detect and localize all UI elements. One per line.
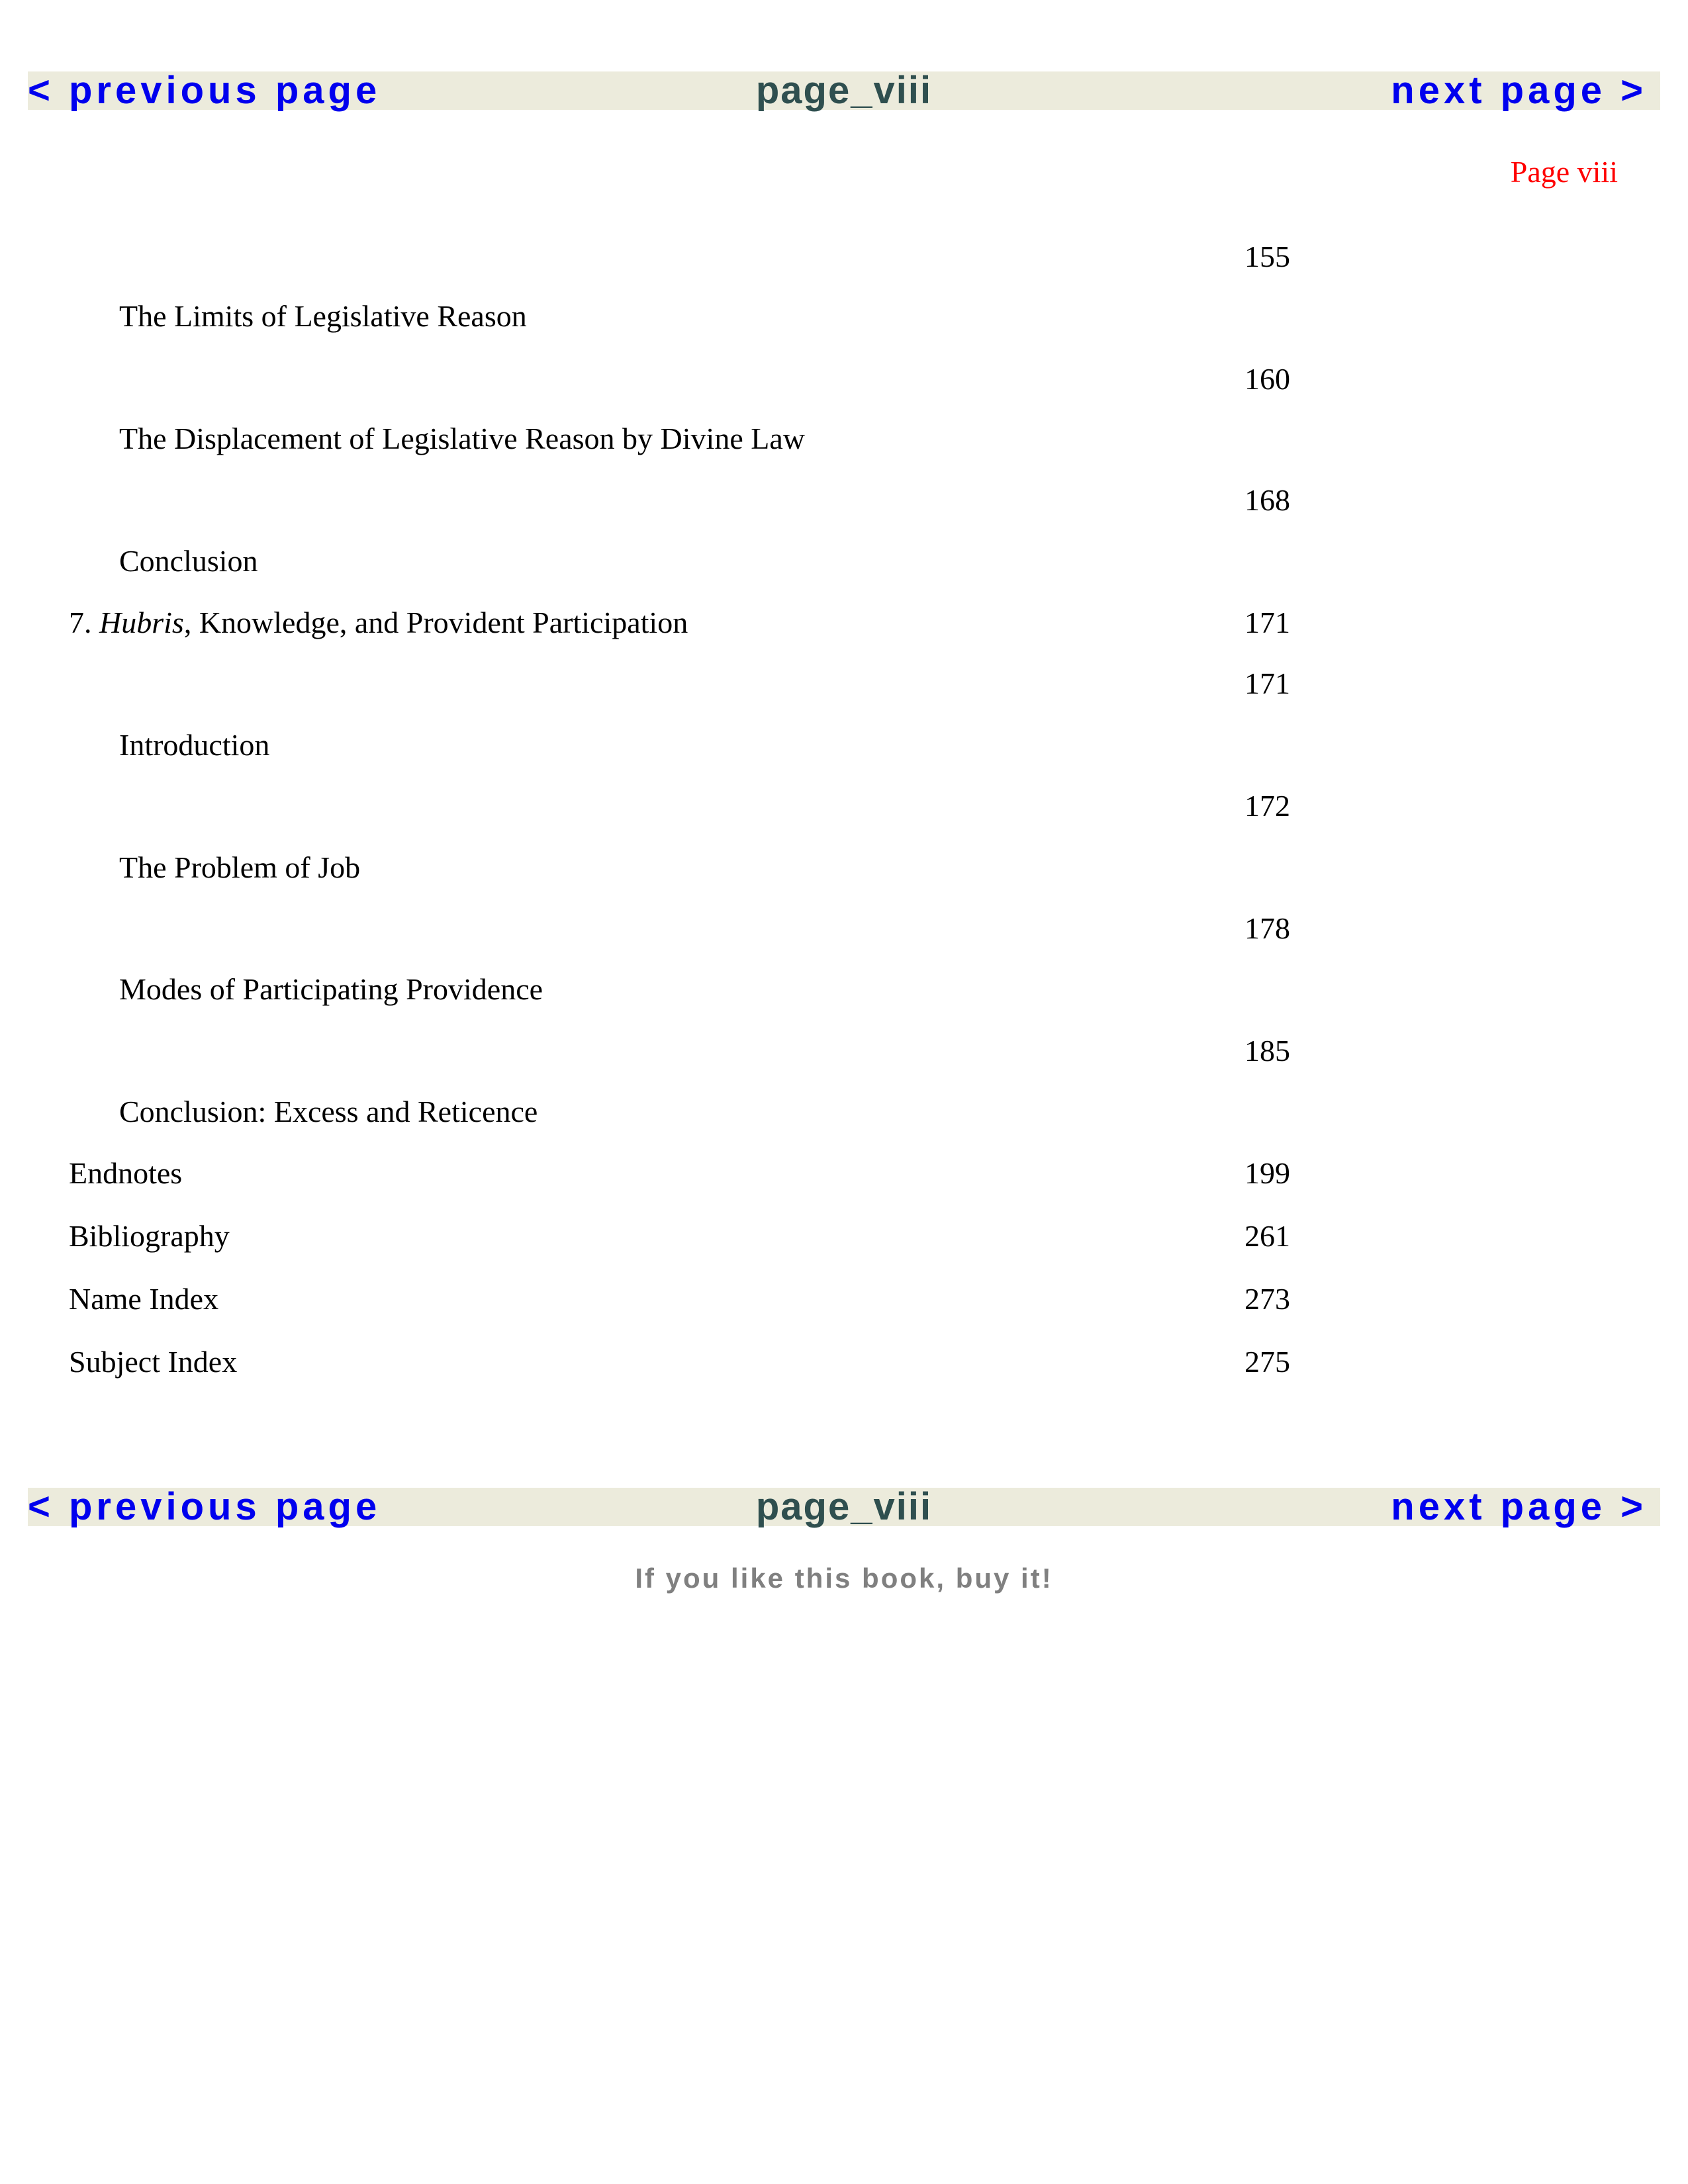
toc-page-number: 171 [1244,606,1290,639]
page-number-label: Page viii [1510,155,1618,189]
chapter-number: 7. [69,606,99,639]
toc-row [0,1093,1688,1130]
toc-row [0,727,1688,764]
current-page-indicator: page_viii [755,69,933,112]
next-page-link[interactable]: next page > [1391,69,1647,112]
toc-entry-title: The Problem of Job [119,850,361,884]
toc-page-number: 160 [1244,362,1290,396]
toc-entry-title: Conclusion [119,544,258,578]
toc-entry-title: Modes of Participating Providence [119,972,543,1006]
buy-book-note: If you like this book, buy it! [635,1563,1053,1594]
toc-row [0,604,1688,641]
toc-entry-title: Conclusion: Excess and Reticence [119,1095,538,1128]
toc-row [0,298,1688,335]
next-page-link[interactable]: next page > [1391,1485,1647,1528]
toc-page-number: 168 [1244,483,1290,517]
toc-row [0,420,1688,457]
toc-row [0,849,1688,886]
toc-entry-title: Name Index [69,1282,219,1316]
toc-row [0,1281,1688,1318]
top-navigation-bar [28,71,1660,110]
toc-page-number: 273 [1244,1282,1290,1316]
toc-page-number: 275 [1244,1345,1290,1379]
toc-row [0,238,1688,275]
toc-row [0,543,1688,580]
toc-page-number: 178 [1244,911,1290,945]
toc-chapter-title [69,604,688,641]
toc-page-number: 171 [1244,666,1290,700]
toc-row [0,788,1688,825]
bottom-navigation-bar [28,1485,1660,1528]
toc-page-number: 199 [1244,1156,1290,1190]
toc-page-number: 185 [1244,1034,1290,1068]
chapter-title-emphasis: Hubris [99,606,184,639]
toc-row [0,665,1688,702]
toc-row [0,482,1688,519]
toc-page-number: 261 [1244,1219,1290,1253]
toc-page-number: 172 [1244,789,1290,823]
toc-row [0,971,1688,1008]
chapter-title-rest: , Knowledge, and Provident Participation [183,606,688,639]
toc-entry-title: Introduction [119,728,270,762]
toc-row [0,1218,1688,1255]
current-page-indicator: page_viii [755,1485,933,1528]
toc-entry-title: Subject Index [69,1345,238,1379]
toc-entry-title: The Limits of Legislative Reason [119,299,527,333]
toc-row [0,1343,1688,1381]
toc-row [0,1032,1688,1069]
toc-row [0,361,1688,398]
toc-page-number: 155 [1244,240,1290,273]
previous-page-link[interactable]: < previous page [28,1485,381,1528]
toc-entry-title: The Displacement of Legislative Reason by Divine Law [119,422,805,455]
toc-entry-title: Bibliography [69,1219,230,1253]
toc-row [0,1155,1688,1192]
toc-row [0,910,1688,947]
toc-entry-title: Endnotes [69,1156,183,1190]
previous-page-link[interactable]: < previous page [28,69,381,112]
